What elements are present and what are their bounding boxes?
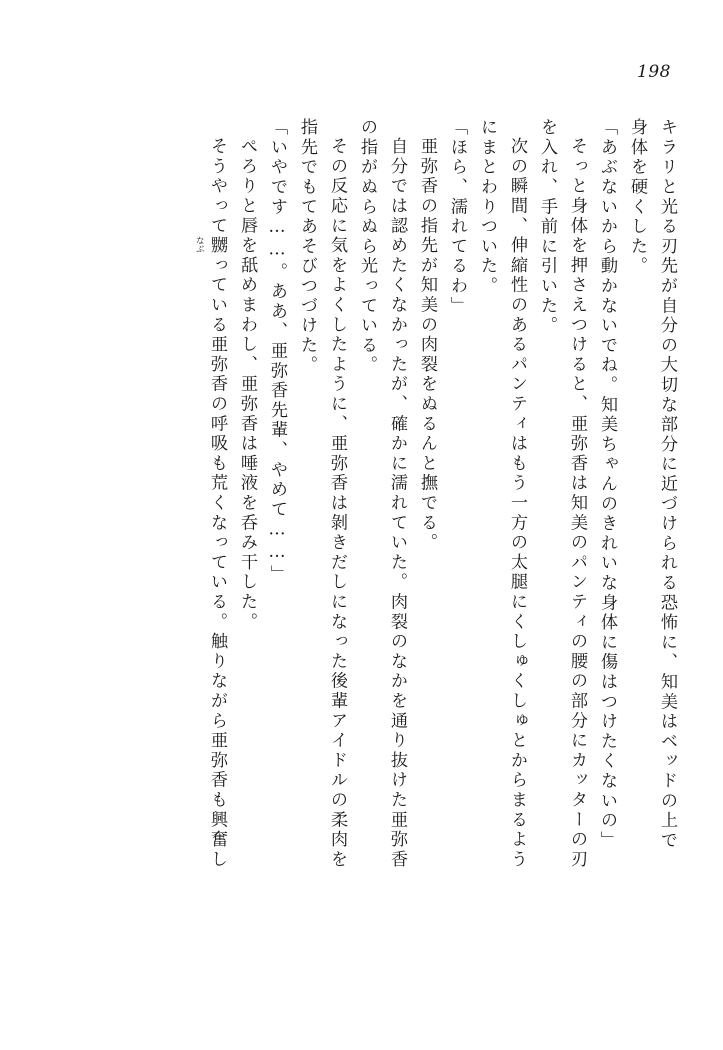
text-line: にまとわりついた。 [477,118,497,297]
text-line: 自分では認めたくなかったが、確かに濡れていた。肉裂のなかを通り抜けた亜弥香 [387,137,407,870]
page-number: 198 [637,62,671,82]
vertical-text-body [56,118,675,970]
text-line: の指がぬらぬら光っている。 [357,118,377,376]
text-line: 亜弥香の指先が知美の肉裂をぬるんと撫でる。 [417,137,437,553]
text-line: そっと身体を押さえつけると、亜弥香は知美のパンティの腰の部分にカッターの刃 [567,137,587,870]
text-line: 「あぶないから動かないでね。知美ちゃんのきれいな身体に傷はつけたくないの」 [597,118,617,851]
text-line: 次の瞬間、伸縮性のあるパンティはもう一方の太腿にくしゅくしゅとからまるよう [507,137,527,870]
text-line: 指先でもてあそびつづけた。 [297,118,317,376]
text-line: を入れ、手前に引いた。 [537,118,557,336]
text-line: 身体を硬くした。 [627,118,647,277]
text-line: そうやって嬲 なぶ っている亜弥香の呼吸も荒くなっている。触りながら亜弥香も興奮し [194,137,227,870]
text-line: ぺろりと唇を舐めまわし、亜弥香は唾液を呑み干した。 [237,137,257,632]
ruby-reading: なぶ [194,236,205,253]
text-line: その反応に気をよくしたように、亜弥香は剝きだしになった後輩アイドルの柔肉を [327,137,347,870]
ruby-base: 嬲 なぶ [194,236,227,256]
text-line: キラリと光る刃先が自分の大切な部分に近づけられる恐怖に、知美はベッドの上で [657,118,677,851]
text-line: 「ほら、濡れてるわ」 [447,118,467,316]
text-line: 「いやです……。ああ、亜弥香先輩、やめて……」 [267,118,287,585]
